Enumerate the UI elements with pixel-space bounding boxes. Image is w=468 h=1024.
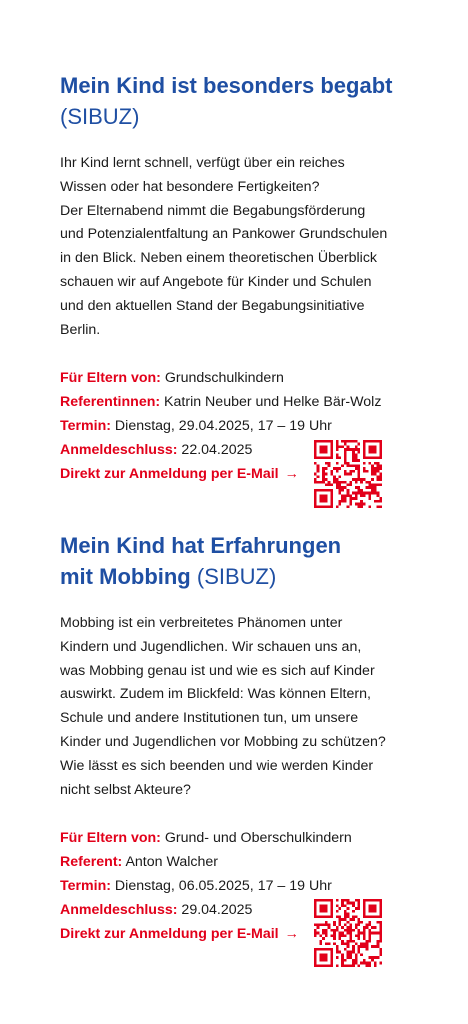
title-text: Mein Kind hat Erfahrungen [60,533,342,558]
info-value: 22.04.2025 [177,441,253,458]
desc-line: Wie lässt es sich beenden und wie werden Kinder [60,757,374,774]
desc-line: und den aktuellen Stand der Begabungsinitiative [60,297,365,314]
info-audience [60,827,440,851]
title-text: Mein Kind ist besonders begabt [60,73,393,98]
info-label: Für Eltern von: [60,370,161,387]
info-label: Anmeldeschluss: [60,441,178,458]
event-info [60,827,440,946]
info-value: 29.04.2025 [177,901,253,918]
registration-email-link[interactable] [60,923,299,947]
info-label: Termin: [60,877,111,894]
registration-link-label: Direkt zur Anmeldung per E-Mail [60,465,279,482]
section-title [60,530,440,592]
section-title [60,70,440,132]
info-deadline [60,439,440,463]
info-label: Termin: [60,417,111,434]
desc-line: auswirkt. Zudem im Blickfeld: Was können Eltern, [60,686,371,703]
desc-line: Ihr Kind lernt schnell, verfügt über ein reiches [60,155,345,171]
title-tag: (SIBUZ) [196,564,277,589]
info-audience [60,367,440,391]
qr-code-icon[interactable] [314,440,382,508]
section-mobbing [60,530,440,946]
desc-line: Berlin. [60,321,101,338]
registration-link-row [60,463,440,487]
desc-line: Wissen oder hat besondere Fertigkeiten? [60,178,320,195]
section-description [60,612,440,802]
info-label: Anmeldeschluss: [60,901,178,918]
info-value: Katrin Neuber und Helke Bär-Wolz [160,394,382,411]
arrow-right-icon: → [284,465,299,482]
desc-line: schauen wir auf Angebote für Kinder und Schulen [60,273,372,290]
info-speaker [60,851,440,875]
info-label: Referent: [60,854,123,871]
desc-line: Kinder und Jugendlichen vor Mobbing zu schützen? [60,733,386,750]
info-value: Dienstag, 29.04.2025, 17 – 19 Uhr [110,417,332,434]
info-value: Grundschulkindern [160,370,284,387]
registration-link-label: Direkt zur Anmeldung per E-Mail [60,925,279,942]
desc-line: Schule und andere Institutionen tun, um unsere [60,710,359,727]
title-text: mit Mobbing [60,564,191,589]
info-value: Anton Walcher [122,854,218,871]
desc-line: und Potenzialentfaltung an Pankower Grundschulen [60,226,388,243]
info-date [60,875,440,899]
arrow-right-icon: → [284,925,299,942]
desc-line: Kindern und Jugendlichen. Wir schauen uns an, [60,638,362,655]
registration-email-link[interactable] [60,463,299,487]
info-value: Grund- und Oberschulkindern [160,830,352,847]
info-value: Dienstag, 06.05.2025, 17 – 19 Uhr [110,877,332,894]
desc-line: Mobbing ist ein verbreitetes Phänomen unter [60,615,343,631]
desc-line: nicht selbst Akteure? [60,781,191,798]
info-deadline [60,899,440,923]
section-gifted-child [60,70,440,486]
desc-line: in den Blick. Neben einem theoretischen Überblick [60,250,378,267]
event-info [60,367,440,486]
section-description [60,152,440,342]
desc-line: Der Elternabend nimmt die Begabungsförderung [60,202,366,219]
title-tag: (SIBUZ) [60,104,140,129]
desc-line: was Mobbing genau ist und wie es sich auf Kinder [60,662,375,679]
info-speakers [60,391,440,415]
info-date [60,415,440,439]
registration-link-row [60,923,440,947]
info-label: Referentinnen: [60,394,161,411]
qr-code-icon[interactable] [314,899,382,967]
info-label: Für Eltern von: [60,830,161,847]
